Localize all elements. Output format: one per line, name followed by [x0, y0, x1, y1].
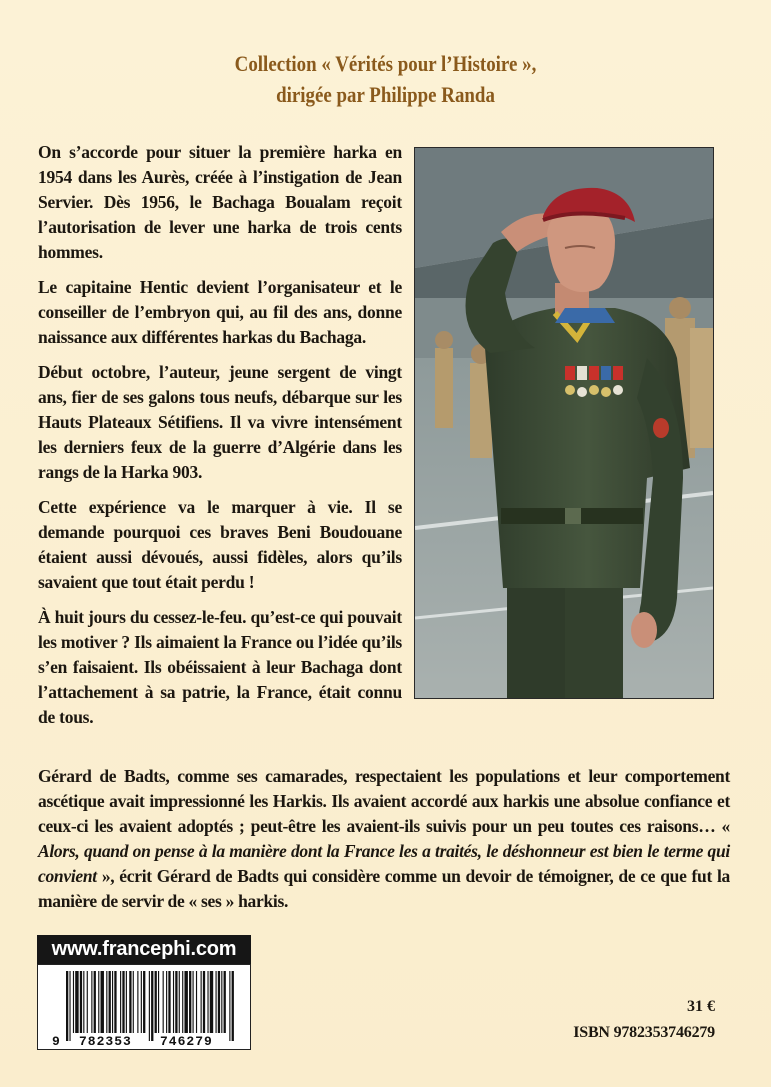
- barcode-bar: [232, 971, 234, 1041]
- barcode-bar: [182, 971, 183, 1033]
- barcode-bar: [129, 971, 131, 1033]
- barcode-bar: [75, 971, 78, 1033]
- barcode-bar: [112, 971, 113, 1033]
- barcode-bar: [98, 971, 99, 1033]
- barcode-bar: [216, 971, 217, 1033]
- summary-column: [38, 140, 402, 740]
- barcode-bar: [189, 971, 191, 1033]
- collection-title: Collection « Vérités pour l’Histoire »,: [234, 51, 537, 76]
- barcode-bar: [179, 971, 180, 1033]
- barcode-bar: [141, 971, 142, 1033]
- barcode-bar: [224, 971, 226, 1033]
- barcode-bar: [69, 971, 70, 1041]
- barcode-bar: [73, 971, 74, 1033]
- barcode-bar: [106, 971, 107, 1033]
- barcode-bar: [218, 971, 220, 1033]
- barcode-bar: [120, 971, 121, 1033]
- barcode-bar: [193, 971, 194, 1033]
- barcode-bar: [122, 971, 124, 1033]
- barcode-bar: [87, 971, 88, 1033]
- barcode-graphic: [38, 965, 250, 1049]
- barcode-bar: [196, 971, 197, 1033]
- barcode-bar: [158, 971, 159, 1033]
- paragraph-hentic: Le capitaine Hentic devient l’organisateur et le conseiller de l’embryon qui, au fil des ans, donne naissance aux différentes harkas du Bachaga.: [38, 277, 402, 347]
- paragraph-de-badts-intro: Gérard de Badts, comme ses camarades, respectaient les populations et leur comportement ascétique avait impressionné les Harkis. Ils avaient accordé aux harkis une absolue confiance et ceux-ci les avaient adoptés ; peut-être les avaient-ils suivis pour un peu toutes ces raisons… «: [38, 766, 730, 836]
- paragraph-author-arrival: Début octobre, l’auteur, jeune sergent de vingt ans, fier de ses galons tous neufs, débarque sur les Hauts Plateaux Sétifiens. Il va vivre intensément les derniers feux de la guerre d’Algérie dans les rangs de la Harka 903.: [38, 362, 402, 482]
- barcode-bar: [221, 971, 222, 1033]
- paragraph-motivation: À huit jours du cessez-le-feu. qu’est-ce qui pouvait les motiver ? Ils aimaient la France ou l’idée qu’ils s’en faisaient. Ils obéissaient à leur Bachaga dont l’attachement à sa patrie, la France, était connu de tous.: [38, 607, 402, 727]
- soldier-photo-illustration: [415, 148, 713, 698]
- barcode-bars: [66, 971, 234, 1041]
- barcode-bar: [149, 971, 150, 1041]
- barcode-bar: [114, 971, 116, 1033]
- barcode-bar: [166, 971, 167, 1033]
- paragraph-de-badts: [38, 764, 730, 914]
- quote-deshonneur: Alors, quand on pense à la manière dont la France les a traités, le déshonneur est bien le terme qui convient: [38, 841, 730, 886]
- barcode-bar: [94, 971, 96, 1033]
- barcode-bar: [229, 971, 230, 1041]
- price-label: 31 €: [687, 998, 715, 1015]
- publisher-url: www.francephi.com: [37, 935, 251, 964]
- cover-photo-soldier-saluting: [414, 147, 714, 699]
- barcode-bar: [175, 971, 177, 1033]
- barcode-bar: [80, 971, 82, 1033]
- barcode-bar: [155, 971, 157, 1033]
- barcode-bar: [203, 971, 205, 1033]
- barcode-bar: [91, 971, 92, 1033]
- isbn-label: ISBN 9782353746279: [573, 1024, 715, 1041]
- collection-header: [54, 48, 717, 110]
- barcode-bar: [173, 971, 174, 1033]
- paragraph-first-harka: On s’accorde pour situer la première harka en 1954 dans les Aurès, créée à l’instigation de Jean Servier. Dès 1956, le Bachaga Boualam reçoit l’autorisation de lever une harka de trois cents hommes.: [38, 142, 402, 262]
- barcode-bar: [83, 971, 84, 1033]
- barcode-bar: [101, 971, 104, 1033]
- barcode-bar: [126, 971, 127, 1033]
- barcode-digits-right: 746279: [160, 1034, 213, 1049]
- barcode-bar: [151, 971, 153, 1041]
- barcode-bar: [163, 971, 164, 1033]
- barcode-bar: [184, 971, 187, 1033]
- collection-director: dirigée par Philippe Randa: [276, 82, 495, 107]
- closing-paragraph-block: [38, 764, 730, 914]
- barcode-bar: [109, 971, 111, 1033]
- barcode-bar: [207, 971, 208, 1033]
- barcode-bar: [143, 971, 145, 1033]
- barcode-bar: [168, 971, 170, 1033]
- barcode-digits-left: 782353: [79, 1034, 132, 1049]
- isbn-barcode: [37, 964, 251, 1050]
- barcode-bar: [133, 971, 134, 1033]
- paragraph-de-badts-outro: », écrit Gérard de Badts qui considère comme un devoir de témoigner, de ce que fut la manière de servir de « ses » harkis.: [38, 866, 730, 911]
- paragraph-experience: Cette expérience va le marquer à vie. Il se demande pourquoi ces braves Beni Boudouane étaient aussi dévoués, aussi fidèles, alors qu’ils savaient que tout était perdu !: [38, 497, 402, 592]
- barcode-bar: [137, 971, 138, 1033]
- barcode-bar: [210, 971, 213, 1033]
- barcode-digit-first: 9: [52, 1034, 60, 1049]
- barcode-bar: [66, 971, 68, 1041]
- barcode-bar: [201, 971, 202, 1033]
